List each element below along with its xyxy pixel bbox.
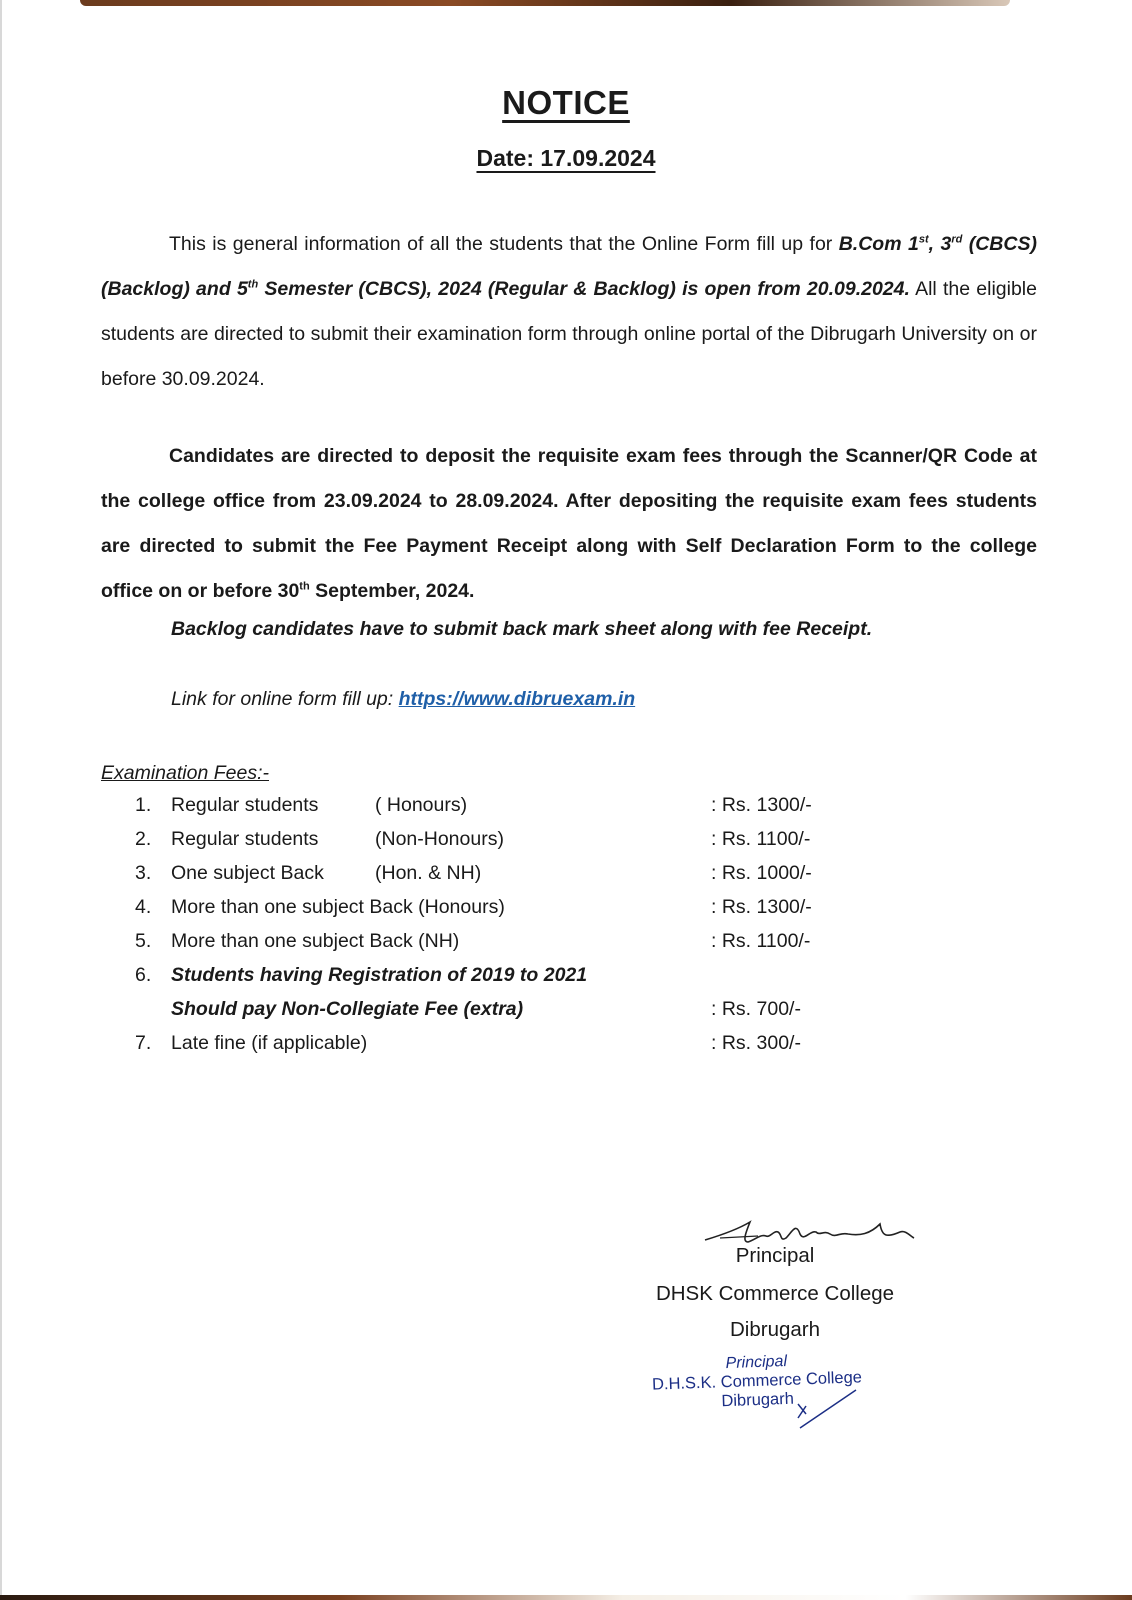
fee-item: 4. More than one subject Back (Honours) : Rs. 1300/- (135, 896, 812, 918)
paper-edge-left (0, 0, 2, 1600)
fee-item: 7. Late fine (if applicable) : Rs. 300/- (135, 1032, 801, 1054)
fee-item: 5. More than one subject Back (NH) : Rs. 1100/- (135, 930, 811, 952)
paper-edge-top (80, 0, 1010, 6)
stamp-initial-mark-icon (790, 1384, 860, 1434)
fee-item: 1. Regular students ( Honours) : Rs. 1300/- (135, 794, 812, 816)
signatory-city: Dibrugarh (729, 1318, 821, 1341)
online-form-link-line (171, 688, 635, 711)
notice-date: Date: 17.09.2024 (476, 145, 656, 171)
notice-title: NOTICE (502, 84, 630, 121)
fee-item: 6. Students having Registration of 2019 to 2021 (135, 964, 588, 986)
paragraph-form-fillup: This is general information of all the students that the Online Form fill up for B.Com 1st, 3rd (CBCS) (Backlog) and 5th Semester (CBCS), 2024 (Regular & Backlog) is open from 20.09.2024. All the eligible students are directed to submit their examination form through online portal of the Dibrugarh University on or before 30.09.2024. (101, 233, 1037, 390)
fees-heading: Examination Fees:- (101, 762, 269, 784)
link-label: Link for online form fill up: (171, 688, 399, 710)
paper-edge-bottom (0, 1595, 1132, 1600)
fee-item: 3. One subject Back (Hon. & NH) : Rs. 1000/- (135, 862, 812, 884)
fee-item: Should pay Non-Collegiate Fee (extra) : Rs. 700/- (171, 998, 801, 1020)
dibruexam-link[interactable]: https://www.dibruexam.in (398, 688, 636, 710)
fee-item: 2. Regular students (Non-Honours) : Rs. 1100/- (135, 828, 811, 850)
paragraph-fee-deposit: Candidates are directed to deposit the requisite exam fees through the Scanner/QR Code at the college office from 23.09.2024 to 28.09.2024. After depositing the requisite exam fees students are directed to submit the Fee Payment Receipt along with Self Declaration Form to the college office on or before 30th September, 2024. (101, 445, 1037, 602)
signatory-designation: Principal (735, 1244, 815, 1267)
backlog-note: Backlog candidates have to submit back mark sheet along with fee Receipt. (171, 618, 873, 640)
signatory-college: DHSK Commerce College (655, 1282, 895, 1305)
official-stamp: Principal D.H.S.K. Commerce College Dibrugarh (651, 1352, 863, 1411)
